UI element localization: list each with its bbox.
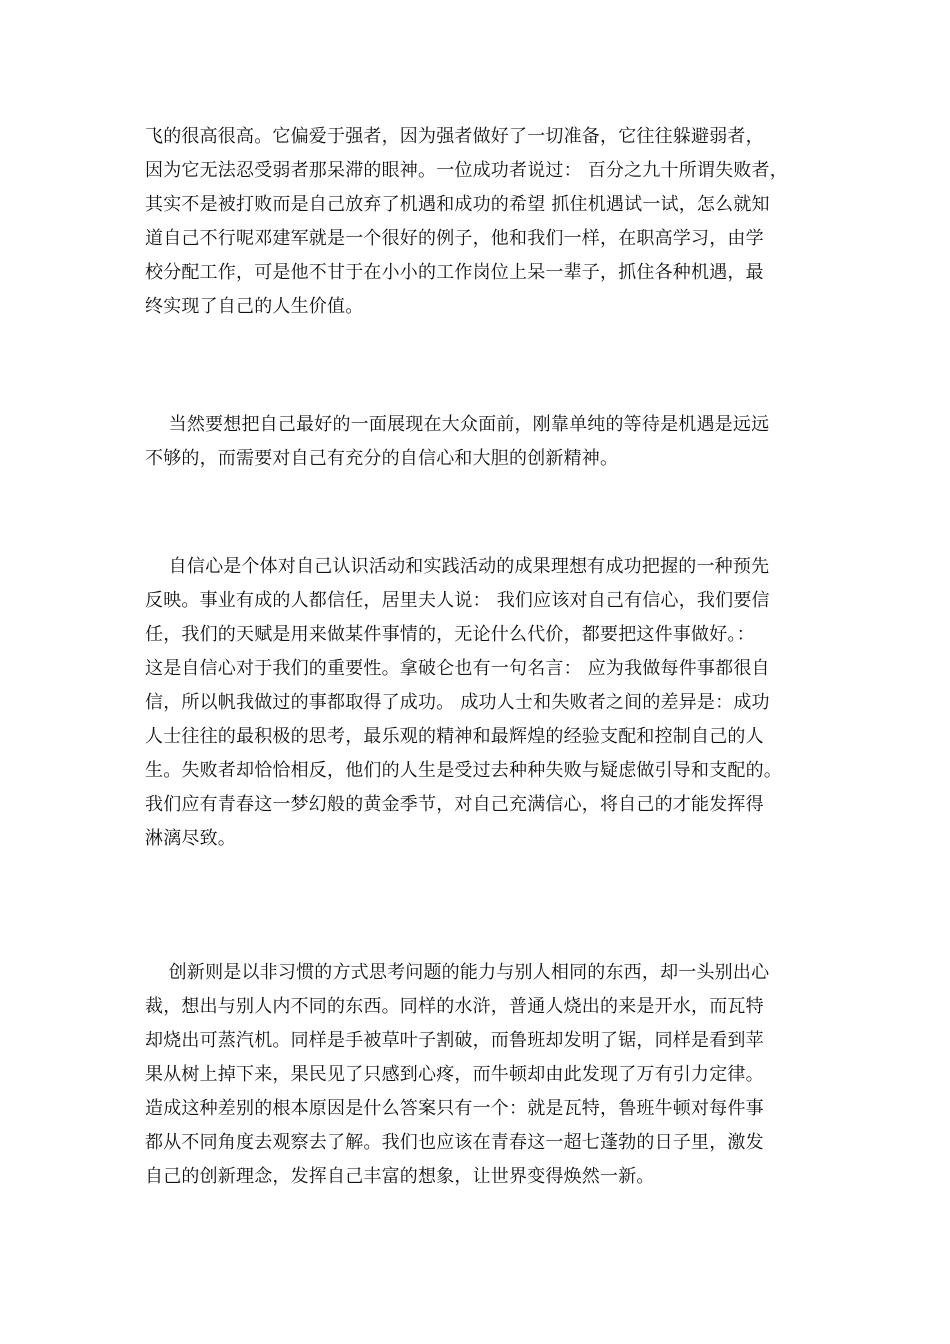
text-line: 飞的很高很高。它偏爱于强者，因为强者做好了一切准备，它往往躲避弱者， bbox=[145, 126, 764, 147]
paragraph-transition bbox=[145, 408, 825, 476]
text-line: 自己的创新理念，发挥自己丰富的想象，让世界变得焕然一新。 bbox=[145, 1166, 655, 1187]
text-line: 人士往往的最积极的思考，最乐观的精神和最辉煌的经验支配和控制自己的人 bbox=[145, 726, 764, 747]
text-line: 不够的，而需要对自己有充分的自信心和大胆的创新精神。 bbox=[145, 448, 619, 469]
paragraph-confidence bbox=[145, 550, 825, 856]
text-line: 道自己不行呢邓建军就是一个很好的例子，他和我们一样，在职高学习，由学 bbox=[145, 228, 764, 249]
text-line: 这是自信心对于我们的重要性。拿破仑也有一句名言： 应为我做每件事都很自 bbox=[145, 658, 770, 679]
text-line: 造成这种差别的根本原因是什么答案只有一个：就是瓦特，鲁班牛顿对每件事 bbox=[145, 1098, 764, 1119]
text-line: 任，我们的天赋是用来做某件事情的，无论什么代价，都要把这件事做好。： bbox=[145, 624, 755, 645]
text-line: 校分配工作，可是他不甘于在小小的工作岗位上呆一辈子，抓住各种机遇，最 bbox=[145, 262, 764, 283]
text-line: 裁，想出与别人内不同的东西。同样的水浒，普通人烧出的来是开水，而瓦特 bbox=[145, 996, 764, 1017]
text-line: 因为它无法忍受弱者那呆滞的眼神。一位成功者说过： 百分之九十所谓失败者， bbox=[145, 160, 788, 181]
paragraph-innovation bbox=[145, 956, 825, 1194]
text-line: 创新则是以非习惯的方式思考问题的能力与别人相同的东西，却一头别出心 bbox=[145, 962, 770, 983]
text-line: 淋漓尽致。 bbox=[145, 828, 236, 849]
text-line: 都从不同角度去观察去了解。我们也应该在青春这一超七蓬勃的日子里，激发 bbox=[145, 1132, 764, 1153]
text-line: 反映。事业有成的人都信任，居里夫人说： 我们应该对自己有信心，我们要信 bbox=[145, 590, 770, 611]
text-line: 当然要想把自己最好的一面展现在大众面前，刚靠单纯的等待是机遇是远远 bbox=[145, 414, 770, 435]
text-line: 自信心是个体对自己认识活动和实践活动的成果理想有成功把握的一种预先 bbox=[145, 556, 770, 577]
text-line: 果从树上掉下来，果民见了只感到心疼，而牛顿却由此发现了万有引力定律。 bbox=[145, 1064, 764, 1085]
paragraph-opportunity bbox=[145, 120, 825, 324]
text-line: 却烧出可蒸汽机。同样是手被草叶子割破，而鲁班却发明了锯，同样是看到苹 bbox=[145, 1030, 764, 1051]
text-line: 其实不是被打败而是自己放弃了机遇和成功的希望 抓住机遇试一试，怎么就知 bbox=[145, 194, 770, 215]
text-line: 生。失败者却恰恰相反，他们的人生是受过去种种失败与疑虑做引导和支配的。 bbox=[145, 760, 782, 781]
text-line: 终实现了自己的人生价值。 bbox=[145, 296, 364, 317]
text-line: 我们应有青春这一梦幻般的黄金季节，对自己充满信心，将自己的才能发挥得 bbox=[145, 794, 764, 815]
text-line: 信，所以帆我做过的事都取得了成功。 成功人士和失败者之间的差异是：成功 bbox=[145, 692, 770, 713]
